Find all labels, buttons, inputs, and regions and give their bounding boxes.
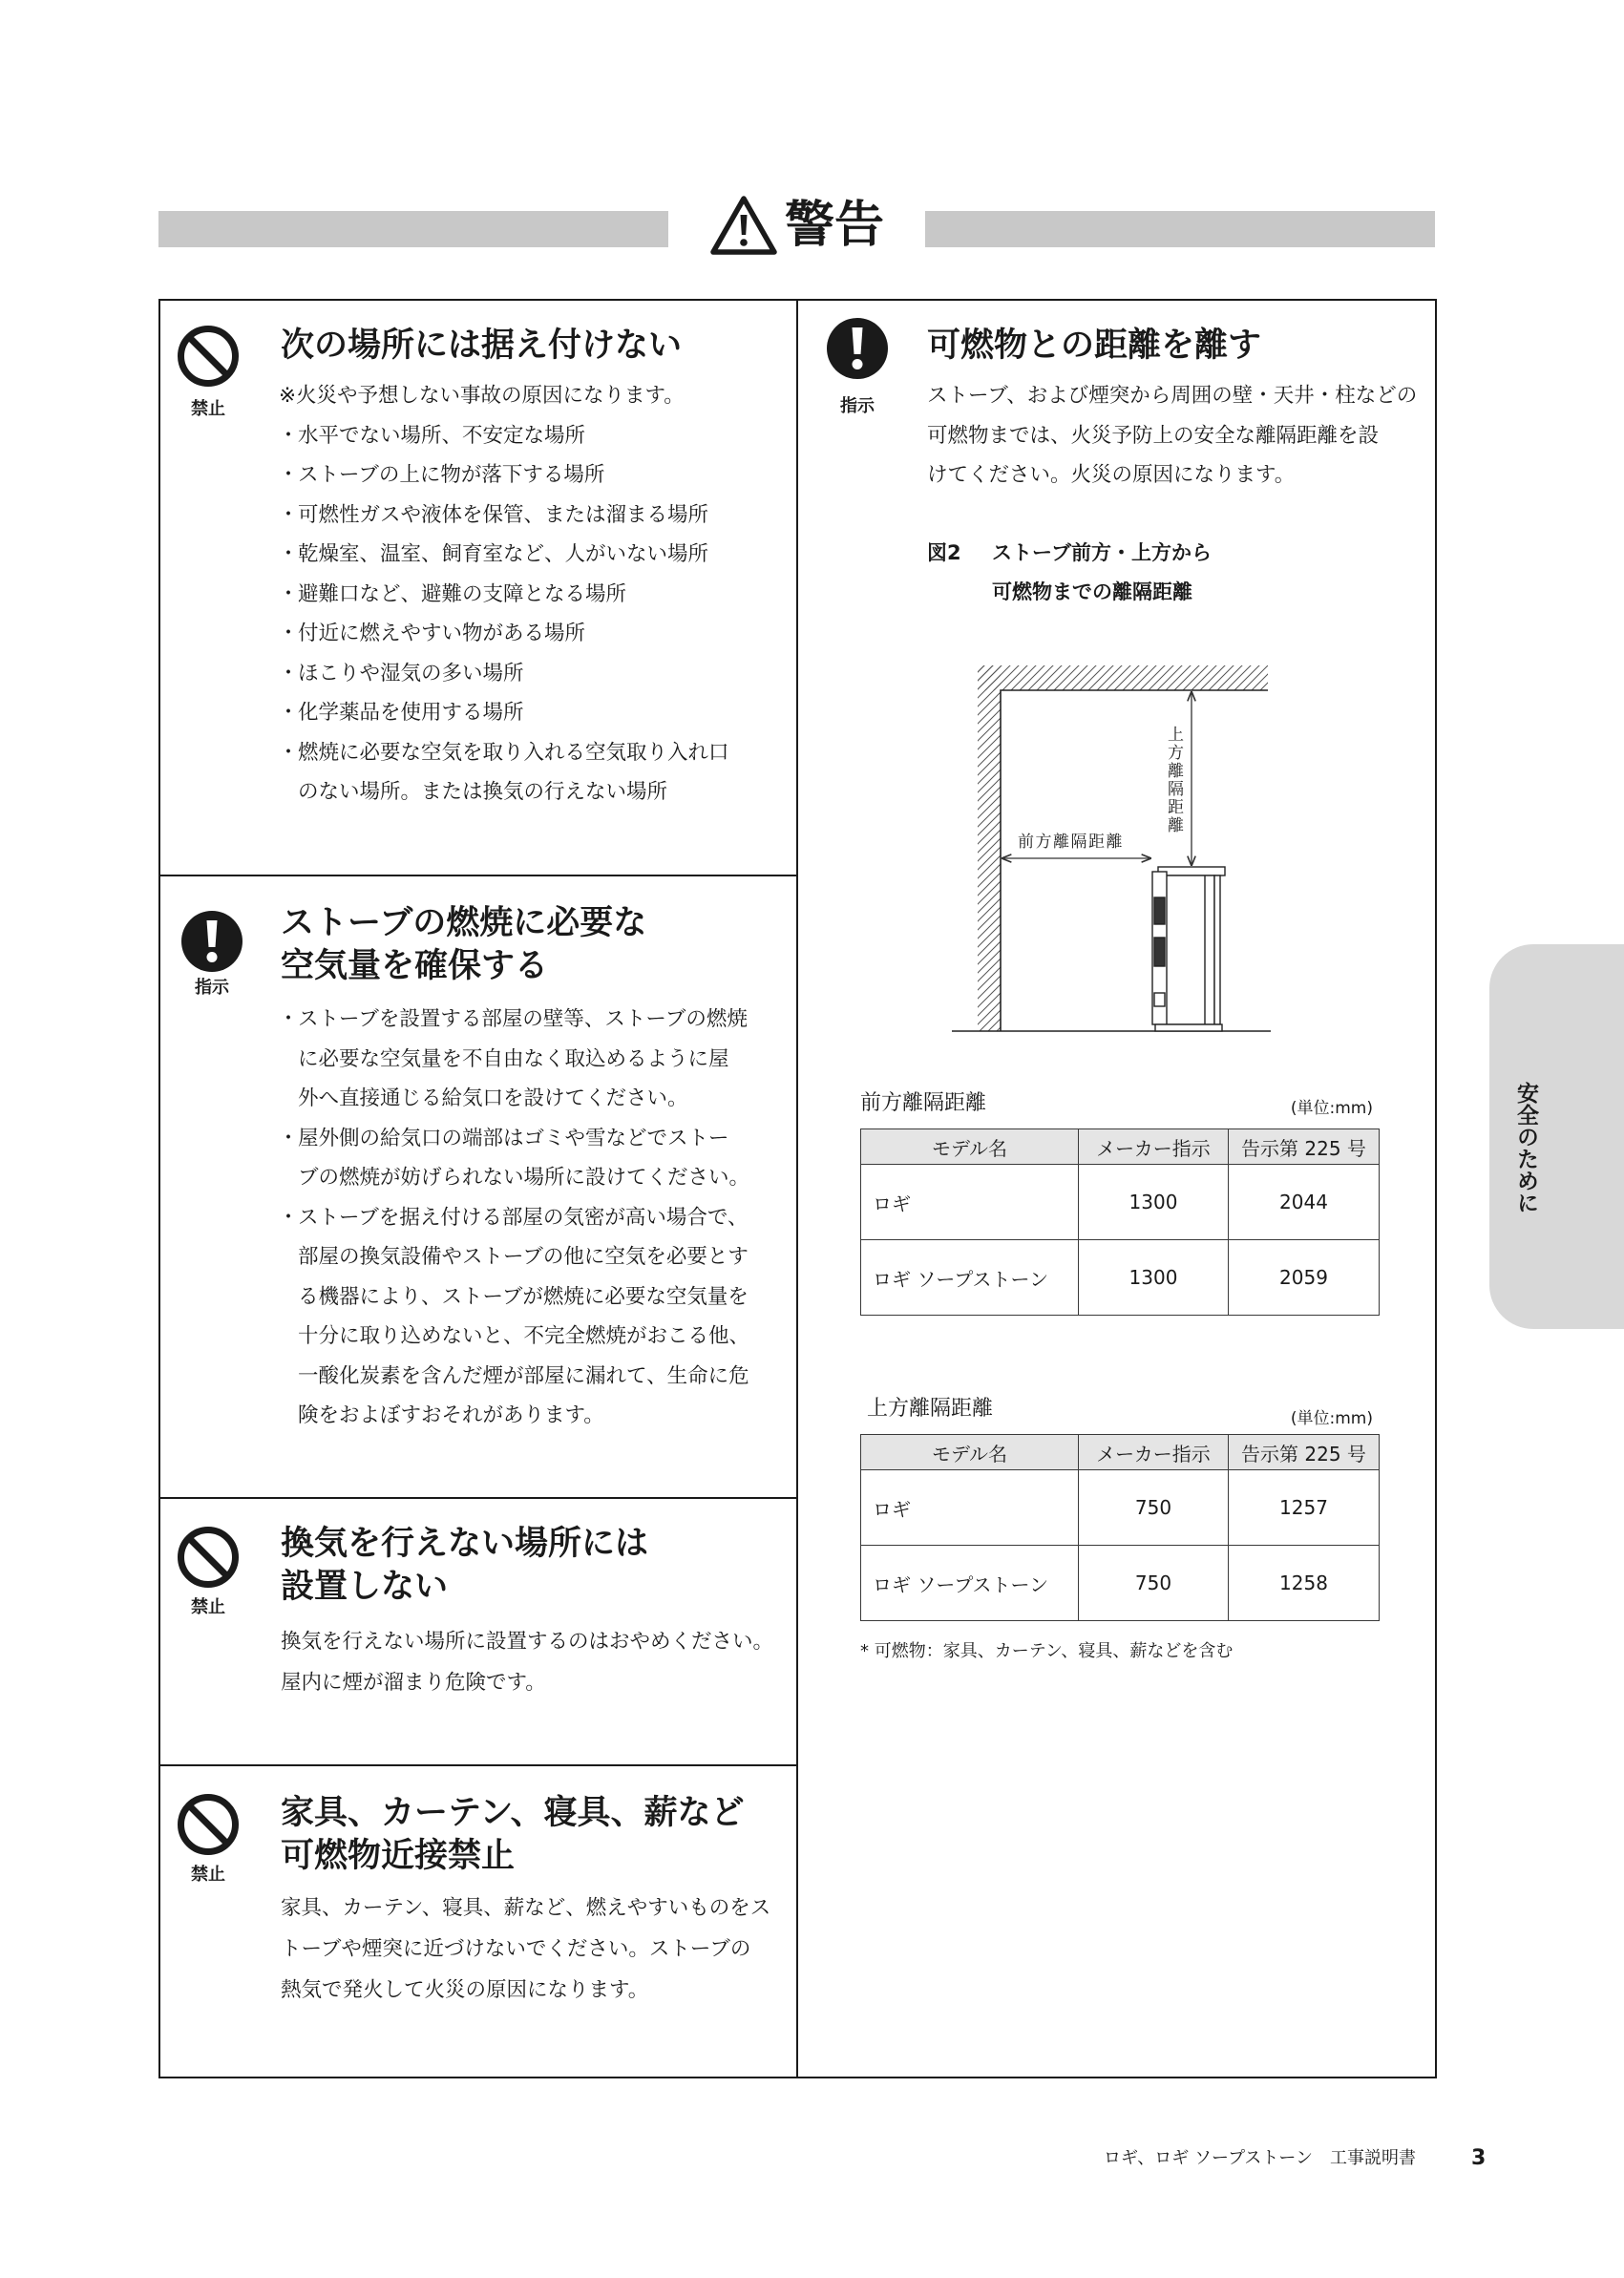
text-line: 屋内に煙が溜まり危険です。 xyxy=(281,1671,546,1695)
heading-line: 家具、カーテン、寝具、薪など xyxy=(281,1794,745,1832)
footer-document-title: ロギ、ロギ ソープストーン 工事説明書 xyxy=(1103,2148,1416,2168)
table-header-row xyxy=(861,1129,1380,1165)
list-item-continuation xyxy=(279,1396,749,1436)
section-divider xyxy=(158,1764,797,1766)
list-item-text: 一酸化炭素を含んだ煙が部屋に漏れて、生命に危 xyxy=(298,1363,749,1388)
bullet-mark: ・ xyxy=(278,423,299,448)
prohibition-icon xyxy=(177,325,240,388)
table-cell: ロギ ソープストーン xyxy=(861,1240,1079,1316)
list-item xyxy=(279,455,729,496)
text-line: 換気を行えない場所に設置するのはおやめください。 xyxy=(281,1630,774,1654)
list-item-text: 可燃性ガスや液体を保管、または溜まる場所 xyxy=(298,502,709,527)
top-clearance-table xyxy=(860,1434,1380,1621)
list-item-text: ほこりや湿気の多い場所 xyxy=(298,661,524,686)
list-item-continuation xyxy=(279,1079,749,1119)
table-cell: 1257 xyxy=(1229,1470,1380,1546)
table-cell: 750 xyxy=(1079,1546,1229,1621)
table-cell: 1300 xyxy=(1079,1165,1229,1240)
bullet-mark: ・ xyxy=(278,701,299,725)
stove-drawing xyxy=(1152,867,1225,1031)
wall-hatch xyxy=(978,665,1001,1031)
list-item-text: 燃焼に必要な空気を取り入れる空気取り入れ口 xyxy=(298,740,729,765)
list-item xyxy=(279,416,729,456)
section-heading xyxy=(281,1523,648,1609)
bullet-mark: ・ xyxy=(278,581,299,606)
table-cell: ロギ xyxy=(861,1470,1079,1546)
figure-caption-line: ストーブ前方・上方から xyxy=(992,541,1212,564)
heading-line: ストーブの燃焼に必要な xyxy=(281,904,647,942)
section-note: ※火災や予想しない事故の原因になります。 xyxy=(279,384,685,408)
figure-caption-line: 可燃物までの離隔距離 xyxy=(992,580,1192,603)
list-item-continuation xyxy=(279,1237,749,1277)
heading-line: 次の場所には据え付けない xyxy=(281,327,683,365)
list-item-text: 険をおよぼすおそれがあります。 xyxy=(298,1403,604,1427)
table-cell: ロギ xyxy=(861,1165,1079,1240)
list-item xyxy=(279,496,729,536)
list-item-continuation xyxy=(279,1040,749,1080)
text-line: けてください。火災の原因になります。 xyxy=(927,463,1296,487)
prohibition-icon xyxy=(177,1793,240,1856)
list-item-continuation xyxy=(279,1277,749,1318)
text-line: トーブや煙突に近づけないでください。ストーブの xyxy=(281,1937,751,1961)
column-header: 告示第 225 号 xyxy=(1229,1129,1380,1165)
list-item-text: 十分に取り込めないと、不完全燃焼がおこる他、 xyxy=(298,1324,750,1348)
table-row xyxy=(861,1165,1380,1240)
list-item-text: 水平でない場所、不安定な場所 xyxy=(298,423,586,448)
section-body xyxy=(279,1000,749,1436)
list-item-text: ストーブを据え付ける部屋の気密が高い場合で、 xyxy=(298,1205,749,1230)
list-item-continuation xyxy=(279,1357,749,1397)
text-line: ストーブ、および煙突から周囲の壁・天井・柱などの xyxy=(927,384,1418,408)
front-clearance-label: 前方離隔距離 xyxy=(1018,833,1124,852)
text-line: 熱気で発火して火災の原因になります。 xyxy=(281,1978,649,2002)
section-body xyxy=(281,1888,770,2011)
heading-line: 設置しない xyxy=(281,1568,449,1606)
table-row xyxy=(861,1240,1380,1316)
list-item xyxy=(279,1119,749,1159)
header-rule-right xyxy=(925,211,1435,247)
table-unit: (単位:mm) xyxy=(1290,1099,1373,1118)
section-divider xyxy=(158,875,797,876)
text-line: 家具、カーテン、寝具、薪など、燃えやすいものをス xyxy=(281,1896,771,1920)
warning-icon xyxy=(709,194,778,257)
table-cell: 2044 xyxy=(1229,1165,1380,1240)
table-cell: 1258 xyxy=(1229,1546,1380,1621)
table-cell: ロギ ソープストーン xyxy=(861,1546,1079,1621)
column-header: メーカー指示 xyxy=(1079,1129,1229,1165)
icon-label-instruction: 指示 xyxy=(840,396,875,416)
icon-label-prohibited: 禁止 xyxy=(191,399,225,419)
table-row xyxy=(861,1470,1380,1546)
header-rule-left xyxy=(158,211,668,247)
heading-line: 換気を行えない場所には xyxy=(281,1525,649,1563)
list-item-continuation xyxy=(279,1158,749,1198)
section-body xyxy=(927,376,1417,496)
heading-line: 可燃物近接禁止 xyxy=(281,1837,516,1875)
list-item-text: 外へ直接通じる給気口を設けてください。 xyxy=(298,1086,688,1110)
section-heading xyxy=(281,1792,744,1878)
list-item xyxy=(279,1000,749,1040)
prohibition-icon xyxy=(177,1526,240,1589)
section-body xyxy=(281,1621,773,1703)
list-item-text: 部屋の換気設備やストーブの他に空気を必要とす xyxy=(298,1245,749,1269)
list-item-text: 化学薬品を使用する場所 xyxy=(298,701,524,725)
list-item-text: ストーブの上に物が落下する場所 xyxy=(298,463,605,487)
column-divider xyxy=(796,299,798,2078)
text-line: 可燃物までは、火災予防上の安全な離隔距離を設 xyxy=(927,423,1380,448)
ceiling-hatch xyxy=(978,665,1268,690)
list-item xyxy=(279,654,729,694)
bullet-mark: ・ xyxy=(278,502,299,527)
front-clearance-table xyxy=(860,1128,1380,1316)
table-cell: 750 xyxy=(1079,1470,1229,1546)
table-cell: 2059 xyxy=(1229,1240,1380,1316)
side-index-tab-label: 安全のために xyxy=(1513,1082,1538,1213)
wall-ceiling-edge xyxy=(1001,690,1268,1031)
bullet-mark: ・ xyxy=(278,1126,299,1150)
bullet-mark: ・ xyxy=(278,622,299,645)
list-item-continuation xyxy=(279,1317,749,1357)
list-item-text: 乾燥室、温室、飼育室など、人がいない場所 xyxy=(298,542,709,566)
bullet-mark: ・ xyxy=(278,542,299,566)
figure-caption xyxy=(992,534,1212,612)
list-item-text: のない場所。または換気の行えない場所 xyxy=(298,780,668,804)
list-item-text: 避難口など、避難の支障となる場所 xyxy=(298,581,627,606)
icon-label-prohibited: 禁止 xyxy=(191,1597,225,1617)
list-item-text: ブの燃焼が妨げられない場所に設けてください。 xyxy=(298,1166,750,1190)
header-title: 警告 xyxy=(785,197,885,254)
column-header: モデル名 xyxy=(861,1129,1079,1165)
list-item-text: 付近に燃えやすい物がある場所 xyxy=(298,622,586,645)
page-number: 3 xyxy=(1471,2146,1487,2170)
list-item xyxy=(279,1198,749,1238)
table-header-row xyxy=(861,1435,1380,1470)
column-header: 告示第 225 号 xyxy=(1229,1435,1380,1470)
list-item xyxy=(279,614,729,654)
bullet-mark: ・ xyxy=(278,463,299,487)
table-row xyxy=(861,1546,1380,1621)
list-item xyxy=(279,575,729,615)
icon-label-instruction: 指示 xyxy=(195,978,229,998)
list-item-text: る機器により、ストーブが燃焼に必要な空気量を xyxy=(298,1284,749,1309)
section-heading xyxy=(927,325,1261,368)
bullet-mark: ・ xyxy=(278,740,299,765)
list-item xyxy=(279,535,729,575)
heading-line: 可燃物との距離を離す xyxy=(927,327,1262,365)
side-index-tab xyxy=(1489,944,1624,1329)
table-title: 上方離隔距離 xyxy=(867,1397,994,1421)
column-header: モデル名 xyxy=(861,1435,1079,1470)
section-body xyxy=(279,376,729,812)
table-unit: (単位:mm) xyxy=(1290,1409,1373,1428)
bullet-mark: ・ xyxy=(278,661,299,686)
heading-line: 空気量を確保する xyxy=(281,947,549,985)
column-header: メーカー指示 xyxy=(1079,1435,1229,1470)
bullet-mark: ・ xyxy=(278,1007,299,1031)
table-cell: 1300 xyxy=(1079,1240,1229,1316)
footnote: * 可燃物：家具、カーテン、寝具、薪などを含む xyxy=(860,1641,1234,1661)
list-item-text: ストーブを設置する部屋の壁等、ストーブの燃焼 xyxy=(298,1007,748,1031)
section-divider xyxy=(158,1497,797,1499)
section-heading xyxy=(281,902,646,988)
icon-label-prohibited: 禁止 xyxy=(191,1865,225,1885)
list-item-text: に必要な空気量を不自由なく取込めるように屋 xyxy=(298,1046,729,1071)
figure-number: 図2 xyxy=(927,541,961,564)
bullet-mark: ・ xyxy=(278,1205,299,1230)
instruction-icon xyxy=(826,317,889,380)
table-title: 前方離隔距離 xyxy=(860,1091,987,1115)
list-item-continuation xyxy=(279,772,729,812)
list-item xyxy=(279,733,729,773)
list-item xyxy=(279,693,729,733)
instruction-icon xyxy=(180,910,243,973)
top-clearance-label: 上方離隔距離 xyxy=(1164,726,1183,834)
section-heading xyxy=(281,325,682,368)
list-item-text: 屋外側の給気口の端部はゴミや雪などでストー xyxy=(298,1126,729,1150)
